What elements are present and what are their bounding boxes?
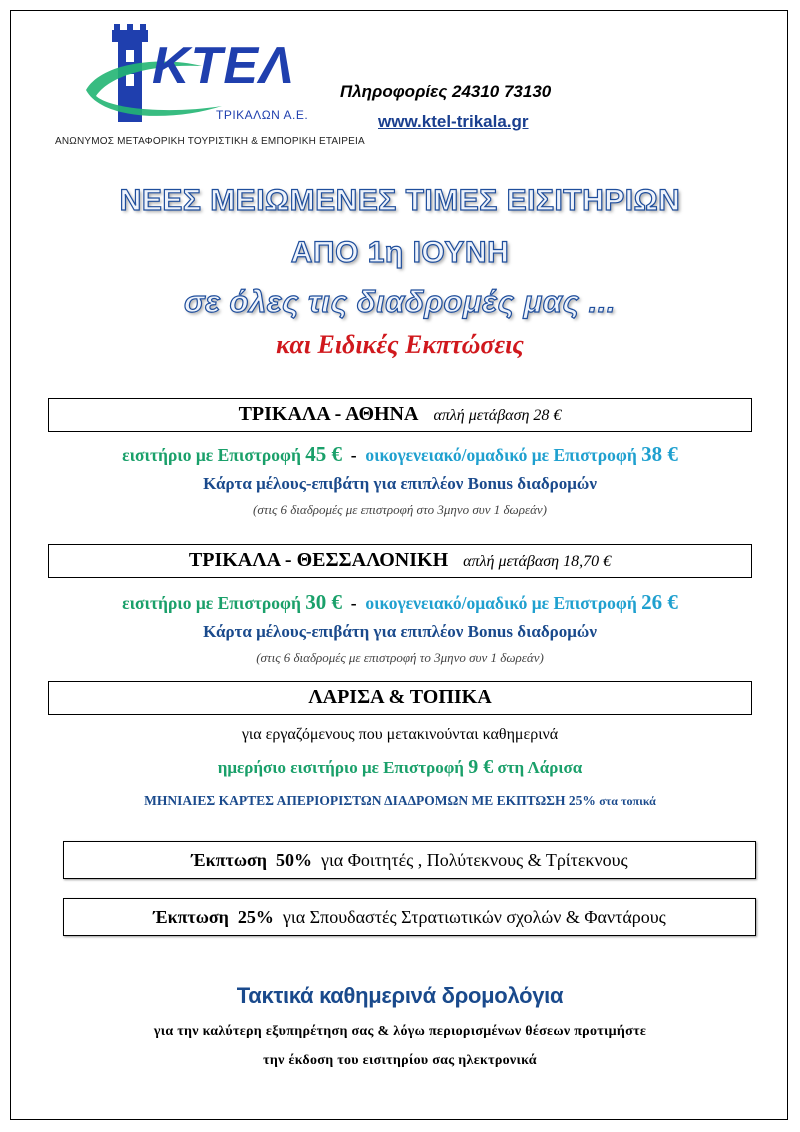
info-phone: Πληροφορίες 24310 73130 (340, 82, 552, 101)
headline-line3: σε όλες τις διαδρομές μας ... (184, 284, 616, 319)
larisa-monthly-tail: στα τοπικά (599, 794, 656, 808)
thessaloniki-card-note: (στις 6 διαδρομές με επιστροφή το 3μηνο συν 1 δωρεάν) (256, 650, 544, 665)
larisa-workers: για εργαζόμενους που μετακινούνται καθημερινά (241, 726, 559, 743)
larisa-box (48, 681, 752, 715)
thessaloniki-return-label: εισιτήριο με Επιστροφή (122, 593, 301, 613)
logo-text: KTEΛ (152, 37, 295, 95)
athens-sep: - (346, 445, 361, 465)
discount-text: για Σπουδαστές Στρατιωτικών σχολών & Φαντάρους (282, 907, 666, 927)
thessaloniki-family-price: 26 € (641, 590, 678, 614)
athens-return-price: 45 € (305, 442, 343, 466)
athens-fares (0, 442, 800, 467)
thessaloniki-sep: - (346, 593, 361, 613)
special-discounts: και Ειδικές Εκπτώσεις (276, 330, 524, 359)
discount-box-50 (63, 841, 756, 879)
discount-label: Έκπτωση (191, 850, 267, 870)
thessaloniki-return-price: 30 € (305, 590, 343, 614)
thessaloniki-card: Κάρτα μέλους-επιβάτη για επιπλέον Bonus διαδρομών (203, 622, 597, 641)
larisa-daily-dest: στη Λάρισα (497, 758, 583, 777)
larisa-daily (0, 756, 800, 779)
route-athens-box (48, 398, 752, 432)
footer-line2: την έκδοση του εισιτηρίου σας ηλεκτρονικά (263, 1053, 537, 1068)
route-athens-title: ΤΡΙΚΑΛΑ - ΑΘΗΝΑ (238, 403, 419, 425)
larisa-title: ΛΑΡΙΣΑ & ΤΟΠΙΚΑ (308, 686, 492, 708)
discount-box-25 (63, 898, 756, 936)
athens-return-label: εισιτήριο με Επιστροφή (122, 445, 301, 465)
footer-line1: για την καλύτερη εξυπηρέτηση σας & λόγω περιορισμένων θέσεων προτιμήστε (153, 1024, 647, 1039)
route-thessaloniki-box (48, 544, 752, 578)
larisa-monthly-text: ΜΗΝΙΑΙΕΣ ΚΑΡΤΕΣ ΑΠΕΡΙΟΡΙΣΤΩΝ ΔΙΑΔΡΟΜΩΝ ΜΕ ΕΚΠΤΩΣΗ 25% (144, 793, 596, 808)
thessaloniki-family-label: οικογενειακό/ομαδικό με Επιστροφή (365, 593, 637, 613)
discount-pct: 50% (276, 850, 312, 870)
discount-pct: 25% (237, 907, 274, 927)
larisa-monthly (0, 793, 800, 809)
route-thessaloniki-title: ΤΡΙΚΑΛΑ - ΘΕΣΣΑΛΟΝΙΚΗ (188, 549, 449, 571)
athens-family-price: 38 € (641, 442, 678, 466)
headline-line2: ΑΠΟ 1η ΙΟΥΝΗ (290, 236, 510, 269)
daily-schedules: Τακτικά καθημερινά δρομολόγια (236, 983, 564, 1008)
discount-text: για Φοιτητές , Πολύτεκνους & Τρίτεκνους (321, 850, 628, 870)
website-link[interactable]: www.ktel-trikala.gr (378, 112, 529, 131)
athens-card-note: (στις 6 διαδρομές με επιστροφή στο 3μηνο συν 1 δωρεάν) (252, 502, 548, 517)
athens-family-label: οικογενειακό/ομαδικό με Επιστροφή (365, 445, 637, 465)
route-thessaloniki-single: απλή μετάβαση 18,70 € (463, 553, 612, 570)
logo-subtitle: ΤΡΙΚΑΛΩΝ Α.Ε. (216, 108, 309, 122)
company-name: ΑΝΩΝΥΜΟΣ ΜΕΤΑΦΟΡΙΚΗ ΤΟΥΡΙΣΤΙΚΗ & ΕΜΠΟΡΙΚΗ ΕΤΑΙΡΕΙΑ (55, 136, 365, 147)
larisa-daily-price: 9 € (468, 756, 494, 778)
larisa-daily-label: ημερήσιο εισιτήριο με Επιστροφή (217, 758, 464, 777)
athens-card: Κάρτα μέλους-επιβάτη για επιπλέον Bonus διαδρομών (203, 474, 597, 493)
discount-label: Έκπτωση (153, 907, 229, 927)
headline-line1: ΝΕΕΣ ΜΕΙΩΜΕΝΕΣ ΤΙΜΕΣ ΕΙΣΙΤΗΡΙΩΝ (119, 184, 681, 217)
route-athens-single: απλή μετάβαση 28 € (433, 407, 562, 424)
thessaloniki-fares (0, 590, 800, 615)
